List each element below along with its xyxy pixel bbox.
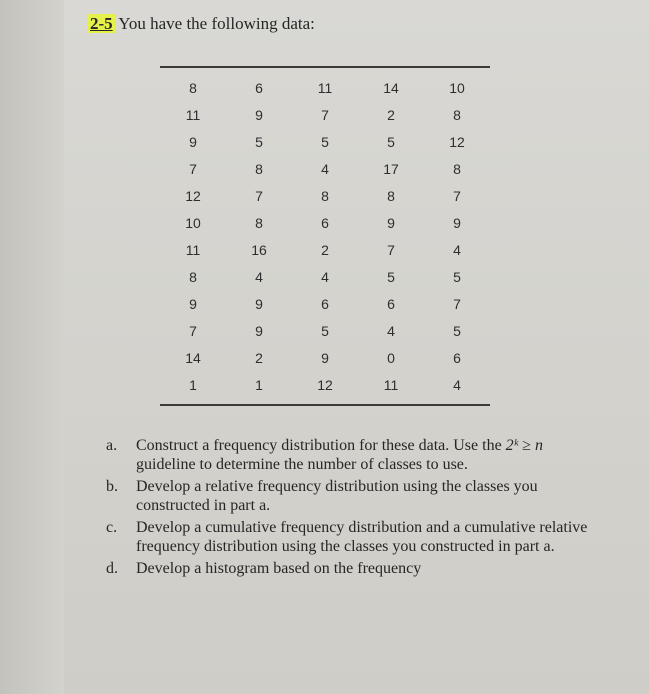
table-cell: 7 <box>453 295 461 312</box>
question-parts <box>106 436 606 581</box>
part-text: Develop a relative frequency distribution using the classes you constructed in part a. <box>136 478 538 514</box>
table-cell: 10 <box>449 79 465 96</box>
table-cell: 11 <box>383 376 399 393</box>
table-cell: 9 <box>255 322 263 339</box>
data-table <box>160 74 490 398</box>
table-cell: 14 <box>383 79 399 96</box>
table-cell: 6 <box>321 295 329 312</box>
table-cell: 11 <box>317 79 333 96</box>
table-top-rule <box>160 66 490 68</box>
table-cell: 8 <box>189 79 197 96</box>
table-cell: 8 <box>321 187 329 204</box>
table-cell: 0 <box>387 349 395 366</box>
table-row <box>160 209 490 236</box>
problem-number: 2-5 <box>90 14 113 33</box>
table-row <box>160 74 490 101</box>
table-cell: 5 <box>321 133 329 150</box>
table-cell: 8 <box>453 106 461 123</box>
table-cell: 8 <box>387 187 395 204</box>
table-cell: 2 <box>387 106 395 123</box>
table-cell: 7 <box>453 187 461 204</box>
table-cell: 7 <box>321 106 329 123</box>
table-cell: 5 <box>453 322 461 339</box>
table-cell: 4 <box>453 241 461 258</box>
table-cell: 1 <box>255 376 263 393</box>
table-cell: 5 <box>255 133 263 150</box>
table-cell: 11 <box>185 241 201 258</box>
table-cell: 14 <box>185 349 201 366</box>
table-cell: 10 <box>185 214 201 231</box>
part-text-segment: Construct a frequency distribution for these data. Use the <box>136 437 506 454</box>
table-cell: 9 <box>387 214 395 231</box>
table-cell: 9 <box>255 295 263 312</box>
part-d <box>106 559 606 578</box>
table-row <box>160 317 490 344</box>
table-cell: 12 <box>449 133 465 150</box>
table-row <box>160 182 490 209</box>
table-cell: 16 <box>251 241 267 258</box>
table-cell: 9 <box>453 214 461 231</box>
table-cell: 5 <box>387 133 395 150</box>
table-row <box>160 371 490 398</box>
table-cell: 8 <box>255 160 263 177</box>
table-cell: 4 <box>321 160 329 177</box>
part-letter: a. <box>106 437 118 454</box>
table-cell: 2 <box>321 241 329 258</box>
table-cell: 8 <box>255 214 263 231</box>
table-cell: 9 <box>321 349 329 366</box>
table-cell: 8 <box>453 160 461 177</box>
table-cell: 6 <box>453 349 461 366</box>
part-b <box>106 477 606 515</box>
table-cell: 7 <box>387 241 395 258</box>
part-letter: b. <box>106 478 118 495</box>
table-cell: 17 <box>383 160 399 177</box>
table-row <box>160 263 490 290</box>
table-row <box>160 101 490 128</box>
table-cell: 9 <box>255 106 263 123</box>
formula: 2ᵏ ≥ n <box>505 437 543 454</box>
table-cell: 9 <box>189 295 197 312</box>
table-cell: 6 <box>321 214 329 231</box>
part-text: Develop a cumulative frequency distribution and a cumulative relative frequency distribution using the classes you constructed in part a. <box>136 519 588 555</box>
problem-intro: You have the following data: <box>118 14 315 33</box>
part-letter: d. <box>106 560 118 577</box>
table-cell: 7 <box>189 160 197 177</box>
table-cell: 7 <box>189 322 197 339</box>
table-cell: 9 <box>189 133 197 150</box>
table-row <box>160 128 490 155</box>
part-letter: c. <box>106 519 118 536</box>
table-row <box>160 155 490 182</box>
table-row <box>160 290 490 317</box>
part-c <box>106 518 606 556</box>
table-row <box>160 236 490 263</box>
page-edge <box>0 0 64 694</box>
table-cell: 6 <box>255 79 263 96</box>
problem-heading <box>88 14 315 34</box>
part-text-segment: guideline to determine the number of classes to use. <box>136 456 468 473</box>
table-cell: 12 <box>185 187 201 204</box>
table-cell: 8 <box>189 268 197 285</box>
table-cell: 4 <box>321 268 329 285</box>
table-bottom-rule <box>160 404 490 406</box>
table-cell: 4 <box>387 322 395 339</box>
part-text: Develop a histogram based on the frequency <box>136 560 422 577</box>
table-cell: 5 <box>453 268 461 285</box>
table-cell: 7 <box>255 187 263 204</box>
table-cell: 6 <box>387 295 395 312</box>
table-cell: 2 <box>255 349 263 366</box>
table-cell: 5 <box>321 322 329 339</box>
part-text <box>136 436 606 474</box>
table-cell: 5 <box>387 268 395 285</box>
part-a <box>106 436 606 474</box>
table-cell: 11 <box>185 106 201 123</box>
table-cell: 4 <box>453 376 461 393</box>
table-cell: 12 <box>317 376 333 393</box>
table-cell: 4 <box>255 268 263 285</box>
table-cell: 1 <box>189 376 197 393</box>
table-row <box>160 344 490 371</box>
